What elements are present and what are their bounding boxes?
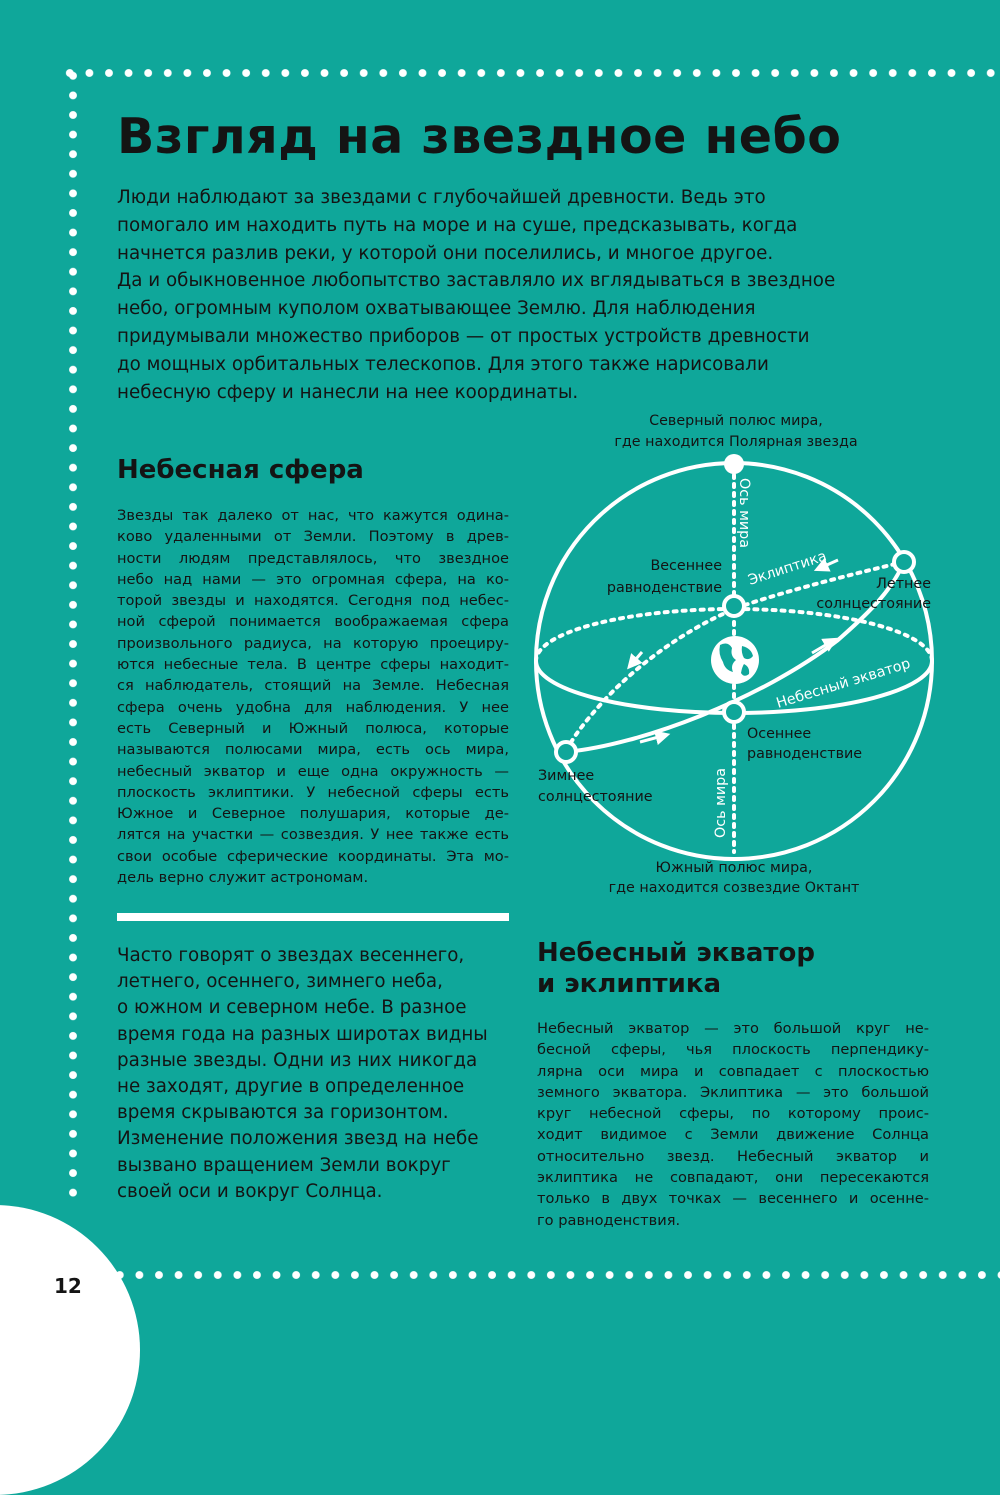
vernal-equinox-point <box>724 596 744 616</box>
winter-label-line1: Зимнее <box>538 768 595 784</box>
sphere-line: есть Северный и Южный полюса, которые <box>117 719 509 737</box>
seasons-line: летнего, осеннего, зимнего неба, <box>117 971 443 993</box>
sphere-line: называются полюсами мира, есть ось мира, <box>117 741 509 759</box>
seasons-paragraph <box>117 943 497 1205</box>
intro-line: небесную сферу и нанесли на нее координаты. <box>117 381 579 403</box>
sphere-line: ной сферой понимается воображаемая сфера <box>117 613 509 631</box>
equator-heading-line: и эклиптика <box>537 969 722 999</box>
winter-solstice-point <box>556 742 576 762</box>
equator-heading <box>537 938 957 1000</box>
summer-solstice-point <box>894 552 914 572</box>
equator-label: Небесный экватор <box>774 655 913 712</box>
arrow-ecliptic-back-left <box>630 652 642 666</box>
sphere-line: небесный экватор и еще одна окружность — <box>117 762 509 780</box>
seasons-line: Часто говорят о звездах весеннего, <box>117 945 465 966</box>
sphere-paragraph <box>117 505 509 888</box>
south-pole-label-line1: Южный полюс мира, <box>655 860 813 876</box>
intro-line: до мощных орбитальных телескопов. Для этого также нарисовали <box>117 353 769 375</box>
seasons-line: Изменение положения звезд на небе <box>117 1128 479 1150</box>
equator-line: Небесный экватор — это большой круг не- <box>537 1020 929 1037</box>
autumn-label-line2: равноденствие <box>747 746 863 762</box>
sphere-line: свои особые сферические координаты. Эта мо- <box>117 847 509 865</box>
equator-heading-line: Небесный экватор <box>537 938 815 968</box>
autumn-label-line1: Осеннее <box>747 726 812 742</box>
page-title: Взгляд на звездное небо <box>117 108 842 165</box>
sphere-line: небо над нами — это огромная сфера, на ко- <box>117 570 509 588</box>
north-pole-label-line1: Северный полюс мира, <box>649 413 823 429</box>
sphere-heading: Небесная сфера <box>117 455 364 485</box>
equator-line: бесной сферы, чья плоскость перпендику- <box>537 1041 929 1059</box>
vernal-label-line1: Весеннее <box>650 558 722 574</box>
north-pole-point <box>724 454 744 474</box>
equator-paragraph <box>537 1018 929 1231</box>
intro-line: начнется разлив реки, у которой они поселились, и многое другое. <box>117 242 774 264</box>
ecliptic-label: Эклиптика <box>746 548 829 589</box>
axis-label-upper: Ось мира <box>736 478 752 548</box>
vernal-label-line2: равноденствие <box>606 580 722 596</box>
sphere-line: ся наблюдатель, стоящий на Земле. Небесная <box>117 677 509 695</box>
seasons-line: вызвано вращением Земли вокруг <box>117 1154 451 1176</box>
intro-paragraph <box>117 184 907 406</box>
sphere-line: лятся на участки — созвездия. У нее также есть <box>117 826 509 844</box>
summer-label-line2: солнцестояние <box>816 596 931 612</box>
sphere-line: Звезды так далеко от нас, что кажутся одина- <box>117 507 509 524</box>
seasons-line: о южном и северном небе. В разное <box>117 997 467 1019</box>
axis-label-lower: Ось мира <box>713 768 729 838</box>
equator-line: круг небесной сферы, по которому проис- <box>537 1105 929 1123</box>
sphere-line: торой звезды и находятся. Сегодня под небес- <box>117 592 509 610</box>
seasons-line: время скрываются за горизонтом. <box>117 1102 449 1124</box>
equator-line: земного экватора. Эклиптика — это большой <box>537 1083 929 1101</box>
sphere-line: плоскость эклиптики. У небесной сферы есть <box>117 783 509 801</box>
winter-label-line2: солнцестояние <box>538 789 653 805</box>
sphere-line: сфера очень удобна для наблюдения. У нее <box>117 698 509 716</box>
intro-line: придумывали множество приборов — от простых устройств древности <box>117 325 810 347</box>
page-number: 12 <box>54 1274 82 1298</box>
summer-label-line1: Летнее <box>876 576 931 592</box>
sphere-line: ности людям представлялось, что звездное <box>117 549 509 567</box>
dotted-border-top <box>60 66 1000 80</box>
south-pole-label-line2: где находится созвездие Октант <box>608 880 860 896</box>
intro-line: Да и обыкновенное любопытство заставляло их вглядываться в звездное <box>117 270 836 292</box>
equator-line: эклиптика не совпадают, они пересекаются <box>537 1169 929 1187</box>
seasons-line: своей оси и вокруг Солнца. <box>117 1180 383 1202</box>
sphere-line: ются небесные тела. В центре сферы находит- <box>117 656 509 674</box>
equator-line: только в двух точках — весеннего и осенне- <box>537 1190 929 1208</box>
intro-line: Люди наблюдают за звездами с глубочайшей древности. Ведь это <box>117 187 766 208</box>
sphere-line: Южное и Северное полушария, которые де- <box>117 805 509 823</box>
page-corner-circle <box>0 1205 140 1495</box>
autumn-equinox-point <box>724 702 744 722</box>
north-pole-label-line2: где находится Полярная звезда <box>614 434 858 450</box>
equator-line: относительно звезд. Небесный экватор и <box>537 1147 929 1165</box>
celestial-sphere-diagram <box>520 405 970 900</box>
equator-line: лярна оси мира и совпадает с плоскостью <box>537 1062 929 1080</box>
sphere-line: ково удаленными от Земли. Поэтому в древ- <box>117 528 509 546</box>
intro-line: помогало им находить путь на море и на суше, предсказывать, когда <box>117 214 798 236</box>
seasons-line: не заходят, другие в определенное <box>117 1076 465 1098</box>
equator-line: ходит видимое с Земли движение Солнца <box>537 1126 929 1144</box>
seasons-line: разные звезды. Одни из них никогда <box>117 1049 478 1071</box>
sphere-line: дель верно служит астрономам. <box>117 869 369 887</box>
globe-icon <box>711 636 759 684</box>
intro-line: небо, огромным куполом охватывающее Землю. Для наблюдения <box>117 298 756 320</box>
dotted-border-left <box>66 66 80 1206</box>
equator-line: го равноденствия. <box>537 1211 681 1229</box>
seasons-line: время года на разных широтах видны <box>117 1023 488 1045</box>
dotted-border-bottom <box>110 1268 1000 1282</box>
section-divider <box>117 913 509 921</box>
sphere-line: произвольного радиуса, на которую проециру- <box>117 634 509 652</box>
